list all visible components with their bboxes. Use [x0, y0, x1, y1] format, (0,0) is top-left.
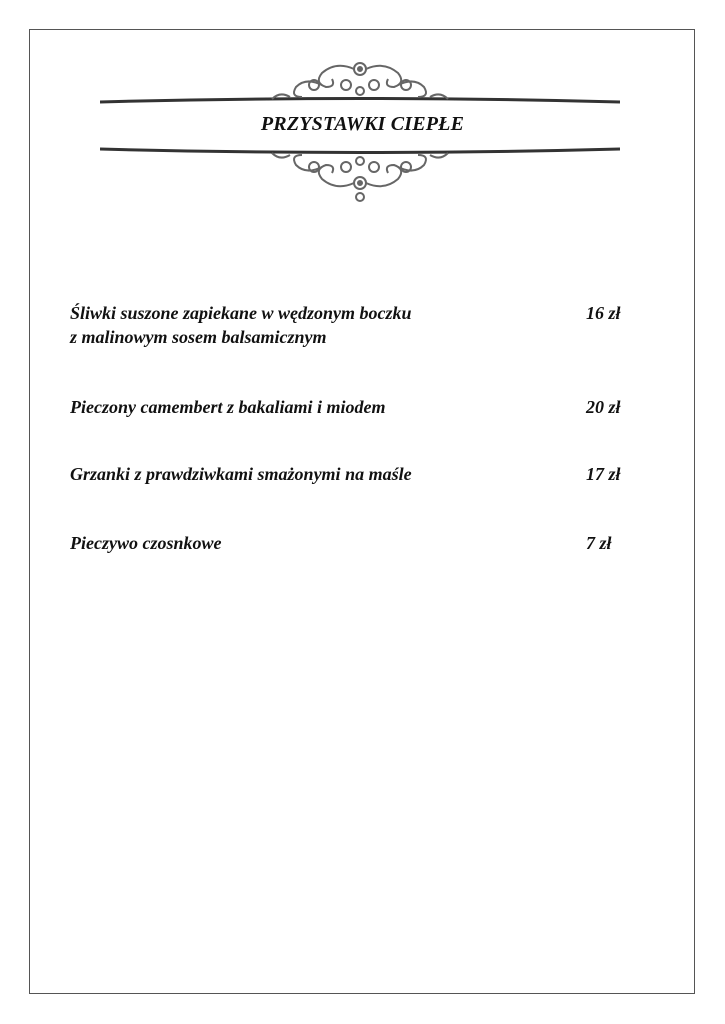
menu-item-price: 17 zł [586, 464, 621, 484]
menu-item-price: 16 zł [586, 303, 621, 323]
menu-item [70, 462, 640, 486]
menu-item [70, 395, 640, 419]
menu-item-name: Grzanki z prawdziwkami smażonymi na maśle [70, 464, 412, 484]
menu-item-name: Pieczywo czosnkowe [70, 533, 222, 553]
menu-item-price: 7 zł [586, 533, 612, 553]
menu-item [70, 531, 640, 555]
page-title: PRZYSTAWKI CIEPŁE [260, 113, 465, 135]
menu-item-price: 20 zł [586, 397, 621, 417]
menu-item-name: Pieczony camembert z bakaliami i miodem [70, 397, 386, 417]
menu-item [70, 301, 640, 349]
menu-item-name: Śliwki suszone zapiekane w wędzonym boczku z malinowym sosem balsamicznym [70, 303, 412, 347]
